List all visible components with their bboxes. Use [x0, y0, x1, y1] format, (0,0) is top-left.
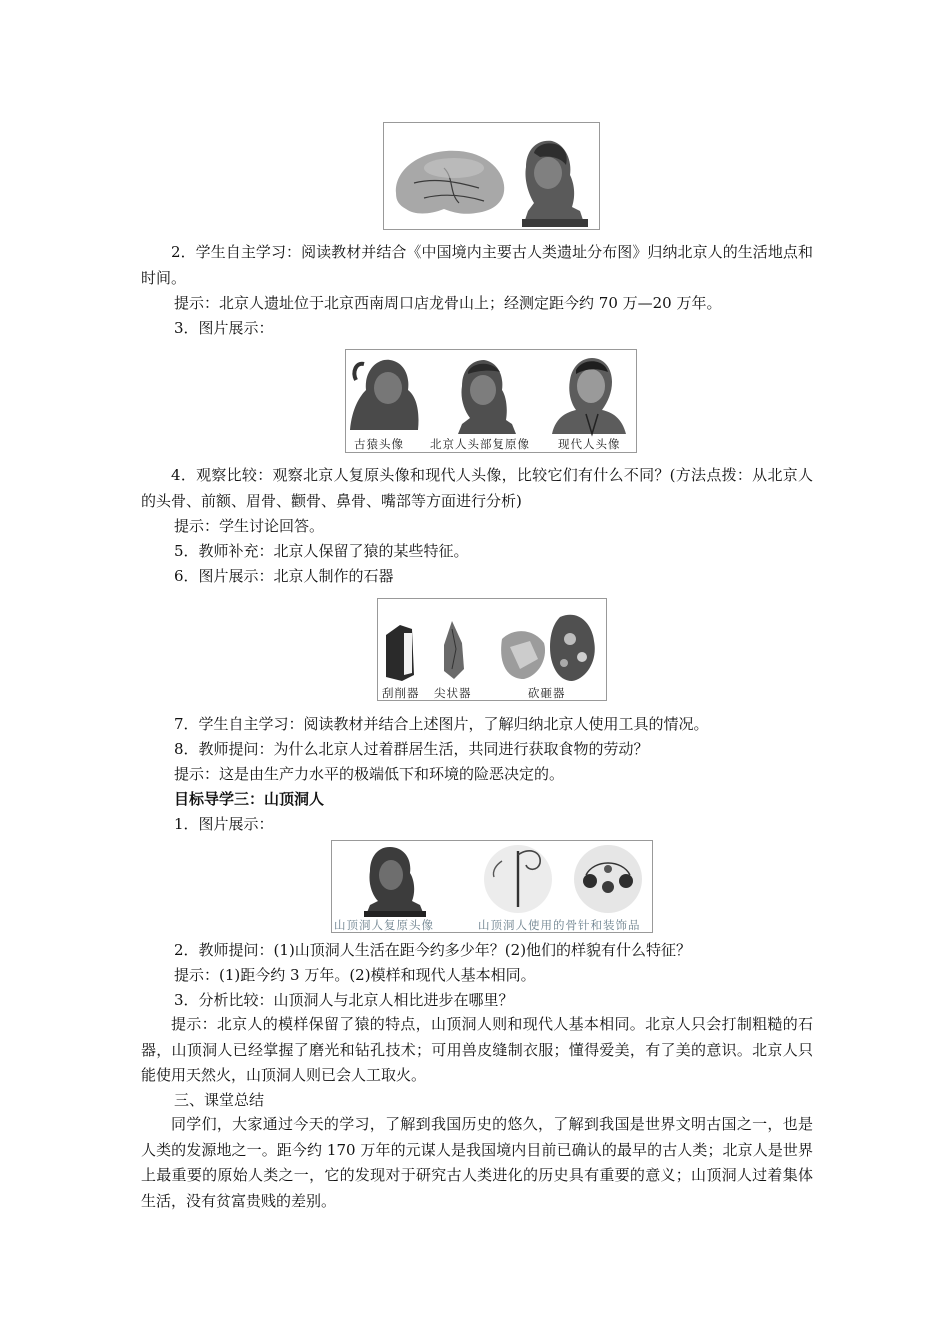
caption-ape-head: 古猿头像: [354, 437, 404, 451]
caption-upper-cave-man: 山顶洞人复原头像: [334, 918, 434, 932]
skull-image: [396, 151, 504, 214]
hand-axe-image: [550, 615, 595, 681]
bone-needle-image: [484, 845, 552, 913]
paragraph-q3: 3．分析比较：山顶洞人与北京人相比进步在哪里？: [174, 991, 514, 1009]
paragraph-q2-hint: 提示：(1)距今约 3 万年。(2)模样和现代人基本相同。: [174, 966, 536, 984]
ornament-image: [574, 845, 642, 913]
figure-upper-cave-man: [331, 840, 653, 933]
figure-stone-tools: [377, 598, 607, 701]
caption-needle-ornaments: 山顶洞人使用的骨针和装饰品: [478, 918, 641, 932]
paragraph-4-hint: 提示：学生讨论回答。: [174, 517, 325, 535]
paragraph-5: 5．教师补充：北京人保留了猿的某些特征。: [174, 542, 469, 560]
caption-peking-man: 北京人头部复原像: [430, 437, 530, 451]
paragraph-8: 8．教师提问：为什么北京人过着群居生活，共同进行获取食物的劳动？: [174, 740, 649, 758]
chopper-image: [501, 631, 545, 679]
paragraph-8-hint: 提示：这是由生产力水平的极端低下和环境的险恶决定的。: [174, 765, 565, 783]
paragraph-q3-hint: 提示：北京人的模样保留了猿的特点，山顶洞人则和现代人基本相同。北京人只会打制粗糙的石器，山顶洞人已经掌握了磨光和钻孔技术；可用兽皮缝制衣服；懂得爱美，有了美的意识。北京人只能使用天然火，山顶洞人则已会人工取火。: [141, 1015, 813, 1084]
paragraph-3: 3．图片展示：: [174, 319, 274, 337]
caption-modern-human: 现代人头像: [558, 437, 621, 451]
caption-scraper: 刮削器: [382, 686, 420, 700]
paragraph-2: 2．学生自主学习：阅读教材并结合《中国境内主要古人类遗址分布图》归纳北京人的生活地点和时间。: [141, 243, 813, 287]
peking-man-bust-image: [458, 360, 516, 434]
paragraph-q1: 1．图片展示：: [174, 815, 274, 833]
bust-image: [522, 141, 588, 227]
paragraph-6: 6．图片展示：北京人制作的石器: [174, 567, 394, 585]
paragraph-4: 4．观察比较：观察北京人复原头像和现代人头像，比较它们有什么不同？(方法点拨：从北京人的头骨、前额、眉骨、颧骨、鼻骨、嘴部等方面进行分析): [141, 466, 813, 510]
upper-cave-man-bust-image: [364, 847, 426, 917]
heading-summary: 三、课堂总结: [174, 1091, 265, 1109]
point-tool-image: [444, 621, 464, 679]
caption-chopper: 砍砸器: [528, 686, 566, 700]
paragraph-2-hint: 提示：北京人遗址位于北京西南周口店龙骨山上；经测定距今约 70 万—20 万年。: [174, 294, 722, 312]
modern-human-head-image: [552, 358, 626, 434]
ape-head-image: [350, 360, 419, 430]
scraper-image: [386, 625, 414, 681]
figure-skull-and-bust: [383, 122, 600, 230]
paragraph-summary: 同学们，大家通过今天的学习，了解到我国历史的悠久，了解到我国是世界文明古国之一，也是人类的发源地之一。距今约 170 万年的元谋人是我国境内目前已确认的最早的古人类；北京人是世界上最重要的原始人类之一，它的发现对于研究古人类进化的历史具有重要的意义；山顶洞人过着集体生活，没有贫富贵贱的差别。: [141, 1115, 813, 1210]
heading-goal-3: 目标导学三：山顶洞人: [174, 790, 325, 808]
paragraph-q2: 2．教师提问：(1)山顶洞人生活在距今约多少年？(2)他们的样貌有什么特征？: [174, 941, 692, 959]
paragraph-7: 7．学生自主学习：阅读教材并结合上述图片，了解归纳北京人使用工具的情况。: [174, 715, 709, 733]
caption-point-tool: 尖状器: [434, 686, 472, 700]
figure-head-comparison: [345, 349, 637, 453]
